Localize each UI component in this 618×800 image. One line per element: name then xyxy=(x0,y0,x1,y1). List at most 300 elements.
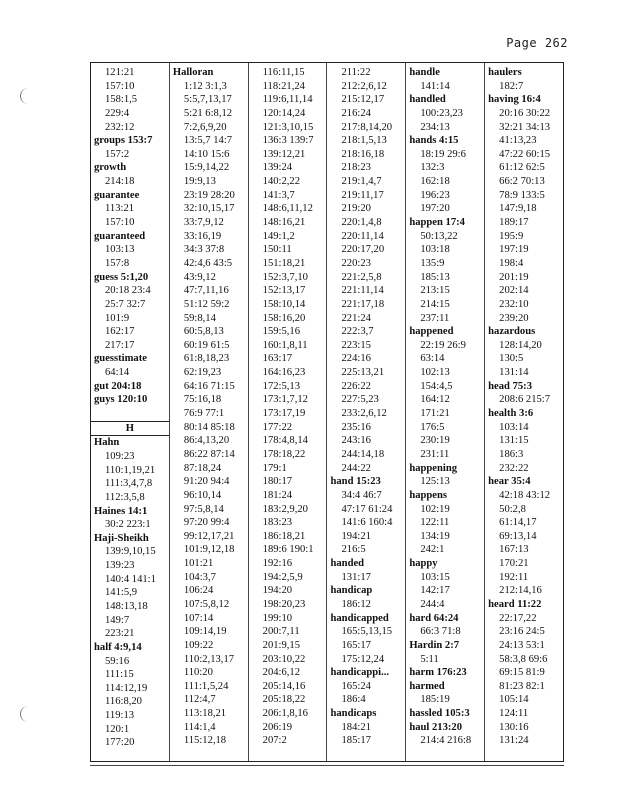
index-locator: 160:1,8,11 xyxy=(262,339,308,351)
index-locator: 186:12 xyxy=(341,598,371,610)
index-locator: 139:9,10,15 xyxy=(105,546,156,558)
index-locator: 103:18 xyxy=(420,244,450,256)
index-locator: 214:4 216:8 xyxy=(420,735,472,747)
index-locator: 66:2 70:13 xyxy=(499,176,545,188)
index-locator: 220:11,14 xyxy=(341,230,384,242)
index-locator: 244:22 xyxy=(341,462,371,474)
index-locator: 163:17 xyxy=(262,353,293,365)
index-term: guarantee xyxy=(94,189,140,201)
index-locator: 24:13 53:1 xyxy=(499,639,545,651)
index-locator: 110:1,19,21 xyxy=(105,464,156,476)
index-locator: 5:11 xyxy=(420,653,439,665)
index-locator: 230:19 xyxy=(420,435,450,447)
index-locator: 158:16,20 xyxy=(262,312,306,324)
index-locator: 33:7,9,12 xyxy=(183,217,224,229)
index-locator: 218:23 xyxy=(341,162,371,174)
index-locator: 131:15 xyxy=(499,435,529,447)
index-locator: 113:21 xyxy=(105,203,135,215)
index-term: Haines 14:1 xyxy=(94,505,148,517)
index-locator: 136:3 139:7 xyxy=(262,135,314,147)
index-locator: 186:18,21 xyxy=(262,530,306,542)
section-letter: H xyxy=(91,421,169,437)
index-locator: 23:19 28:20 xyxy=(183,189,235,201)
index-locator: 111:15 xyxy=(105,669,134,681)
index-term: happened xyxy=(409,326,454,338)
index-locator: 185:17 xyxy=(341,735,371,747)
index-locator: 5:5,7,13,17 xyxy=(183,94,232,106)
index-locator: 23:16 24:5 xyxy=(499,626,545,638)
index-locator: 182:7 xyxy=(499,80,524,92)
index-locator: 181:24 xyxy=(262,489,293,501)
index-locator: 116:11,15 xyxy=(262,67,305,78)
index-term: happening xyxy=(409,462,458,474)
index-locator: 221:17,18 xyxy=(341,298,385,310)
index-term: guess 5:1,20 xyxy=(94,271,149,283)
index-term: handicaps xyxy=(330,708,377,720)
index-term: growth xyxy=(94,162,127,174)
index-locator: 78:9 133:5 xyxy=(499,189,545,201)
index-locator: 208:6 215:7 xyxy=(499,394,551,406)
index-table xyxy=(90,62,564,762)
index-locator: 47:17 61:24 xyxy=(341,503,393,515)
index-locator: 107:5,8,12 xyxy=(183,598,230,610)
index-locator: 140:2,22 xyxy=(262,176,301,188)
index-locator: 131:14 xyxy=(499,367,529,379)
page-number: Page 262 xyxy=(506,36,568,50)
index-term: handled xyxy=(409,94,446,106)
index-locator: 32:10,15,17 xyxy=(183,203,235,215)
index-locator: 214:18 xyxy=(105,176,135,188)
index-term: harmed xyxy=(409,680,445,692)
index-locator: 237:11 xyxy=(420,312,450,324)
index-term: Halloran xyxy=(172,67,214,78)
index-locator: 105:14 xyxy=(499,694,529,706)
index-locator: 60:19 61:5 xyxy=(183,339,230,351)
index-locator: 224:16 xyxy=(341,353,371,365)
index-locator: 202:14 xyxy=(499,285,529,297)
index-term: harm 176:23 xyxy=(409,667,467,679)
index-locator: 118:21,24 xyxy=(262,80,305,92)
index-locator: 165:17 xyxy=(341,639,371,651)
index-locator: 177:20 xyxy=(105,737,135,749)
index-locator: 218:1,5,13 xyxy=(341,135,387,147)
index-term: guys 120:10 xyxy=(94,394,148,406)
index-locator: 220:17,20 xyxy=(341,244,385,256)
index-locator: 147:9,18 xyxy=(499,203,537,215)
index-locator: 34:4 46:7 xyxy=(341,489,382,501)
index-locator xyxy=(91,407,169,421)
index-locator: 212:2,6,12 xyxy=(341,80,387,92)
index-column-5 xyxy=(406,63,485,761)
index-term: hazardous xyxy=(488,326,536,338)
index-locator: 184:21 xyxy=(341,721,371,733)
index-locator: 119:13 xyxy=(105,710,135,722)
index-locator: 204:6,12 xyxy=(262,667,301,679)
index-column-1 xyxy=(91,63,170,761)
index-locator: 199:10 xyxy=(262,612,293,624)
index-locator: 232:22 xyxy=(499,462,529,474)
index-locator: 173:1,7,12 xyxy=(262,394,308,406)
index-locator: 220:23 xyxy=(341,257,371,269)
index-term: haul 213:20 xyxy=(409,721,462,733)
index-locator: 75:16,18 xyxy=(183,394,222,406)
index-locator: 141:14 xyxy=(420,80,450,92)
index-locator: 107:14 xyxy=(183,612,214,624)
index-locator: 69:13,14 xyxy=(499,530,537,542)
index-term: happy xyxy=(409,558,438,570)
index-locator: 111:1,5,24 xyxy=(183,680,229,692)
index-locator: 152:3,7,10 xyxy=(262,271,308,283)
index-locator: 91:20 94:4 xyxy=(183,476,230,488)
index-term: guaranteed xyxy=(94,230,146,242)
binder-hole-mark xyxy=(20,706,29,722)
index-locator: 130:16 xyxy=(499,721,529,733)
index-locator: 97:20 99:4 xyxy=(183,517,230,529)
index-locator: 183:2,9,20 xyxy=(262,503,308,515)
index-locator: 221:11,14 xyxy=(341,285,384,297)
index-locator: 47:22 60:15 xyxy=(499,148,551,160)
index-locator: 120:14,24 xyxy=(262,107,306,119)
index-locator: 175:12,24 xyxy=(341,653,385,665)
index-locator: 151:18,21 xyxy=(262,257,306,269)
index-locator: 41:13,23 xyxy=(499,135,537,147)
index-locator: 113:18,21 xyxy=(183,708,227,720)
index-locator: 194:2,5,9 xyxy=(262,571,303,583)
index-locator: 185:13 xyxy=(420,271,450,283)
index-term: health 3:6 xyxy=(488,408,534,420)
index-locator: 87:18,24 xyxy=(183,462,222,474)
index-locator: 244:4 xyxy=(420,598,445,610)
index-term: having 16:4 xyxy=(488,94,541,106)
index-term: Hardin 2:7 xyxy=(409,639,460,651)
index-locator: 239:20 xyxy=(499,312,529,324)
index-locator: 61:14,17 xyxy=(499,517,537,529)
index-locator: 167:13 xyxy=(499,544,529,556)
index-locator: 61:8,18,23 xyxy=(183,353,230,365)
index-locator: 152:13,17 xyxy=(262,285,306,297)
index-locator: 34:3 37:8 xyxy=(183,244,225,256)
index-term: handicappi... xyxy=(330,667,390,679)
index-column-2 xyxy=(170,63,249,761)
index-term: handed xyxy=(330,558,365,570)
index-locator: 131:24 xyxy=(499,735,529,747)
index-locator: 214:15 xyxy=(420,298,450,310)
index-locator: 173:17,19 xyxy=(262,408,306,420)
index-locator: 139:23 xyxy=(105,560,135,572)
index-locator: 121:3,10,15 xyxy=(262,121,314,133)
index-locator: 157:10 xyxy=(105,217,135,229)
index-column-4 xyxy=(327,63,406,761)
index-locator: 197:19 xyxy=(499,244,529,256)
index-term: handicap xyxy=(330,585,373,597)
index-locator: 42:18 43:12 xyxy=(499,489,551,501)
index-locator: 225:13,21 xyxy=(341,367,385,379)
index-locator: 30:2 223:1 xyxy=(105,519,151,531)
index-locator: 242:1 xyxy=(420,544,445,556)
index-term: hand 15:23 xyxy=(330,476,381,488)
index-term: hands 4:15 xyxy=(409,135,459,147)
index-locator: 97:5,8,14 xyxy=(183,503,224,515)
index-locator: 99:12,17,21 xyxy=(183,530,235,542)
index-locator: 60:5,8,13 xyxy=(183,326,224,338)
index-locator: 139:12,21 xyxy=(262,148,306,160)
index-locator: 194:21 xyxy=(341,530,371,542)
index-locator: 81:23 82:1 xyxy=(499,680,545,692)
index-locator: 120:1 xyxy=(105,723,130,735)
index-term: head 75:3 xyxy=(488,380,532,392)
binder-hole-mark xyxy=(20,88,29,104)
index-locator: 109:23 xyxy=(105,450,135,462)
index-locator: 50:13,22 xyxy=(420,230,458,242)
index-locator: 157:2 xyxy=(105,148,130,160)
index-locator: 141:6 160:4 xyxy=(341,517,393,529)
index-locator: 124:11 xyxy=(499,708,529,720)
index-locator: 227:5,23 xyxy=(341,394,379,406)
index-locator: 86:4,13,20 xyxy=(183,435,230,447)
index-locator: 128:14,20 xyxy=(499,339,542,351)
index-locator: 164:12 xyxy=(420,394,450,406)
index-locator: 19:9,13 xyxy=(183,176,216,188)
index-term: hard 64:24 xyxy=(409,612,459,624)
index-locator: 25:7 32:7 xyxy=(105,298,146,310)
index-locator: 20:18 23:4 xyxy=(105,285,151,297)
index-locator: 66:3 71:8 xyxy=(420,626,461,638)
index-locator: 217:8,14,20 xyxy=(341,121,393,133)
index-locator: 195:9 xyxy=(499,230,524,242)
index-locator: 125:13 xyxy=(420,476,450,488)
index-locator: 179:1 xyxy=(262,462,287,474)
index-locator: 100:23,23 xyxy=(420,107,463,119)
index-locator: 223:21 xyxy=(105,628,135,640)
index-locator: 194:20 xyxy=(262,585,293,597)
index-locator: 157:10 xyxy=(105,80,135,92)
index-locator: 232:12 xyxy=(105,121,135,133)
index-locator: 114:1,4 xyxy=(183,721,216,733)
index-locator: 86:22 87:14 xyxy=(183,448,235,460)
index-locator: 232:10 xyxy=(499,298,529,310)
index-locator: 211:22 xyxy=(341,67,371,78)
index-locator: 103:15 xyxy=(420,571,450,583)
index-locator: 64:14 xyxy=(105,367,130,379)
index-locator: 186:3 xyxy=(499,448,524,460)
index-locator: 158:1,5 xyxy=(105,94,138,106)
index-locator: 63:14 xyxy=(420,353,445,365)
index-locator: 122:11 xyxy=(420,517,450,529)
index-locator: 243:16 xyxy=(341,435,371,447)
bottom-rule xyxy=(90,765,564,766)
index-locator: 164:16,23 xyxy=(262,367,306,379)
index-locator: 131:17 xyxy=(341,571,371,583)
index-locator: 101:21 xyxy=(183,558,214,570)
index-locator: 170:21 xyxy=(499,558,529,570)
index-locator: 198:4 xyxy=(499,257,524,269)
index-locator: 186:4 xyxy=(341,694,366,706)
index-locator: 33:16,19 xyxy=(183,230,222,242)
index-locator: 189:6 190:1 xyxy=(262,544,314,556)
index-locator: 109:22 xyxy=(183,639,214,651)
index-locator: 197:20 xyxy=(420,203,450,215)
index-locator: 112:3,5,8 xyxy=(105,491,145,503)
index-locator: 150:11 xyxy=(262,244,292,256)
index-locator: 216:5 xyxy=(341,544,366,556)
index-locator: 157:8 xyxy=(105,257,130,269)
index-locator: 14:10 15:6 xyxy=(183,148,230,160)
index-locator: 229:4 xyxy=(105,107,130,119)
index-locator: 221:24 xyxy=(341,312,371,324)
index-locator: 101:9 xyxy=(105,312,130,324)
index-term: haulers xyxy=(488,67,522,78)
index-locator: 20:16 30:22 xyxy=(499,107,551,119)
index-locator: 196:23 xyxy=(420,189,450,201)
index-term: gut 204:18 xyxy=(94,380,142,392)
index-locator: 134:19 xyxy=(420,530,450,542)
index-locator: 111:3,4,7,8 xyxy=(105,478,153,490)
index-locator: 220:1,4,8 xyxy=(341,217,382,229)
index-locator: 205:14,16 xyxy=(262,680,306,692)
index-locator: 141:3,7 xyxy=(262,189,295,201)
index-locator: 206:19 xyxy=(262,721,293,733)
index-locator: 13:5,7 14:7 xyxy=(183,135,233,147)
index-locator: 106:24 xyxy=(183,585,214,597)
index-locator: 218:16,18 xyxy=(341,148,385,160)
index-locator: 212:14,16 xyxy=(499,585,542,597)
index-locator: 110:20 xyxy=(183,667,213,679)
index-term: Hahn xyxy=(94,437,120,449)
index-term: guesstimate xyxy=(94,353,147,365)
index-term: Haji-Sheikh xyxy=(94,532,149,544)
index-locator: 148:13,18 xyxy=(105,600,148,612)
index-locator: 42:4,6 43:5 xyxy=(183,257,233,269)
index-locator: 183:23 xyxy=(262,517,293,529)
index-locator: 43:9,12 xyxy=(183,271,216,283)
index-locator: 22:19 26:9 xyxy=(420,339,466,351)
index-locator: 178:18,22 xyxy=(262,448,306,460)
index-locator: 219:11,17 xyxy=(341,189,384,201)
index-locator: 148:6,11,12 xyxy=(262,203,313,215)
index-locator: 116:8,20 xyxy=(105,696,142,708)
index-locator: 115:12,18 xyxy=(183,735,227,747)
index-term: hassled 105:3 xyxy=(409,708,470,720)
index-locator: 223:15 xyxy=(341,339,371,351)
index-term: half 4:9,14 xyxy=(94,641,142,653)
index-term: hear 35:4 xyxy=(488,476,531,488)
index-locator: 1:12 3:1,3 xyxy=(183,80,227,92)
index-locator: 172:5,13 xyxy=(262,380,301,392)
index-locator: 7:2,6,9,20 xyxy=(183,121,227,133)
index-locator: 22:17,22 xyxy=(499,612,537,624)
index-locator: 47:7,11,16 xyxy=(183,285,229,297)
index-locator: 110:2,13,17 xyxy=(183,653,235,665)
index-locator: 234:13 xyxy=(420,121,450,133)
index-locator: 180:17 xyxy=(262,476,293,488)
index-locator: 231:11 xyxy=(420,448,450,460)
index-locator: 76:9 77:1 xyxy=(183,408,225,420)
index-locator: 207:2 xyxy=(262,735,287,747)
index-locator: 5:21 6:8,12 xyxy=(183,107,233,119)
index-locator: 121:21 xyxy=(105,67,135,78)
index-locator: 233:2,6,12 xyxy=(341,408,387,420)
index-locator: 61:12 62:5 xyxy=(499,162,545,174)
index-locator: 64:16 71:15 xyxy=(183,380,235,392)
index-locator: 59:16 xyxy=(105,655,130,667)
index-locator: 244:14,18 xyxy=(341,448,385,460)
index-locator: 102:13 xyxy=(420,367,450,379)
index-locator: 109:14,19 xyxy=(183,626,227,638)
index-locator: 119:6,11,14 xyxy=(262,94,313,106)
index-locator: 112:4,7 xyxy=(183,694,216,706)
index-locator: 101:9,12,18 xyxy=(183,544,235,556)
index-locator: 165:24 xyxy=(341,680,371,692)
index-locator: 69:15 81:9 xyxy=(499,667,545,679)
index-locator: 219:20 xyxy=(341,203,371,215)
index-locator: 132:3 xyxy=(420,162,445,174)
index-locator: 58:3,8 69:6 xyxy=(499,653,548,665)
index-locator: 178:4,8,14 xyxy=(262,435,308,447)
index-locator: 80:14 85:18 xyxy=(183,421,235,433)
index-locator: 140:4 141:1 xyxy=(105,573,156,585)
index-locator: 149:1,2 xyxy=(262,230,295,242)
index-locator: 213:15 xyxy=(420,285,450,297)
index-locator: 177:22 xyxy=(262,421,293,433)
index-locator: 96:10,14 xyxy=(183,489,222,501)
index-locator: 201:19 xyxy=(499,271,529,283)
index-locator: 206:1,8,16 xyxy=(262,708,308,720)
index-locator: 130:5 xyxy=(499,353,524,365)
index-locator: 159:5,16 xyxy=(262,326,301,338)
index-locator: 162:18 xyxy=(420,176,450,188)
index-term: heard 11:22 xyxy=(488,598,542,610)
index-locator: 235:16 xyxy=(341,421,371,433)
index-term: groups 153:7 xyxy=(94,135,153,147)
index-locator: 217:17 xyxy=(105,339,135,351)
index-locator: 141:5,9 xyxy=(105,587,138,599)
index-locator: 165:5,13,15 xyxy=(341,626,393,638)
index-locator: 192:11 xyxy=(499,571,529,583)
index-locator: 158:10,14 xyxy=(262,298,306,310)
index-locator: 222:3,7 xyxy=(341,326,374,338)
index-locator: 18:19 29:6 xyxy=(420,148,466,160)
index-locator: 114:12,19 xyxy=(105,682,148,694)
index-term: handle xyxy=(409,67,440,78)
index-locator: 148:16,21 xyxy=(262,217,306,229)
index-locator: 189:17 xyxy=(499,217,529,229)
index-locator: 200:7,11 xyxy=(262,626,300,638)
index-locator: 142:17 xyxy=(420,585,450,597)
index-locator: 103:14 xyxy=(499,421,529,433)
index-locator: 162:17 xyxy=(105,326,135,338)
index-locator: 103:13 xyxy=(105,244,135,256)
index-locator: 102:19 xyxy=(420,503,450,515)
index-locator: 32:21 34:13 xyxy=(499,121,551,133)
index-term: happen 17:4 xyxy=(409,217,465,229)
index-locator: 59:8,14 xyxy=(183,312,216,324)
index-locator: 205:18,22 xyxy=(262,694,306,706)
index-locator: 203:10,22 xyxy=(262,653,306,665)
index-locator: 185:19 xyxy=(420,694,450,706)
index-locator: 149:7 xyxy=(105,614,130,626)
index-locator: 198:20,23 xyxy=(262,598,306,610)
index-locator: 221:2,5,8 xyxy=(341,271,382,283)
index-locator: 135:9 xyxy=(420,257,445,269)
index-column-3 xyxy=(249,63,328,761)
index-locator: 216:24 xyxy=(341,107,371,119)
index-locator: 51:12 59:2 xyxy=(183,298,230,310)
index-term: handicapped xyxy=(330,612,389,624)
index-locator: 215:12,17 xyxy=(341,94,385,106)
index-locator: 50:2,8 xyxy=(499,503,526,515)
index-locator: 154:4,5 xyxy=(420,380,453,392)
index-locator: 219:1,4,7 xyxy=(341,176,382,188)
